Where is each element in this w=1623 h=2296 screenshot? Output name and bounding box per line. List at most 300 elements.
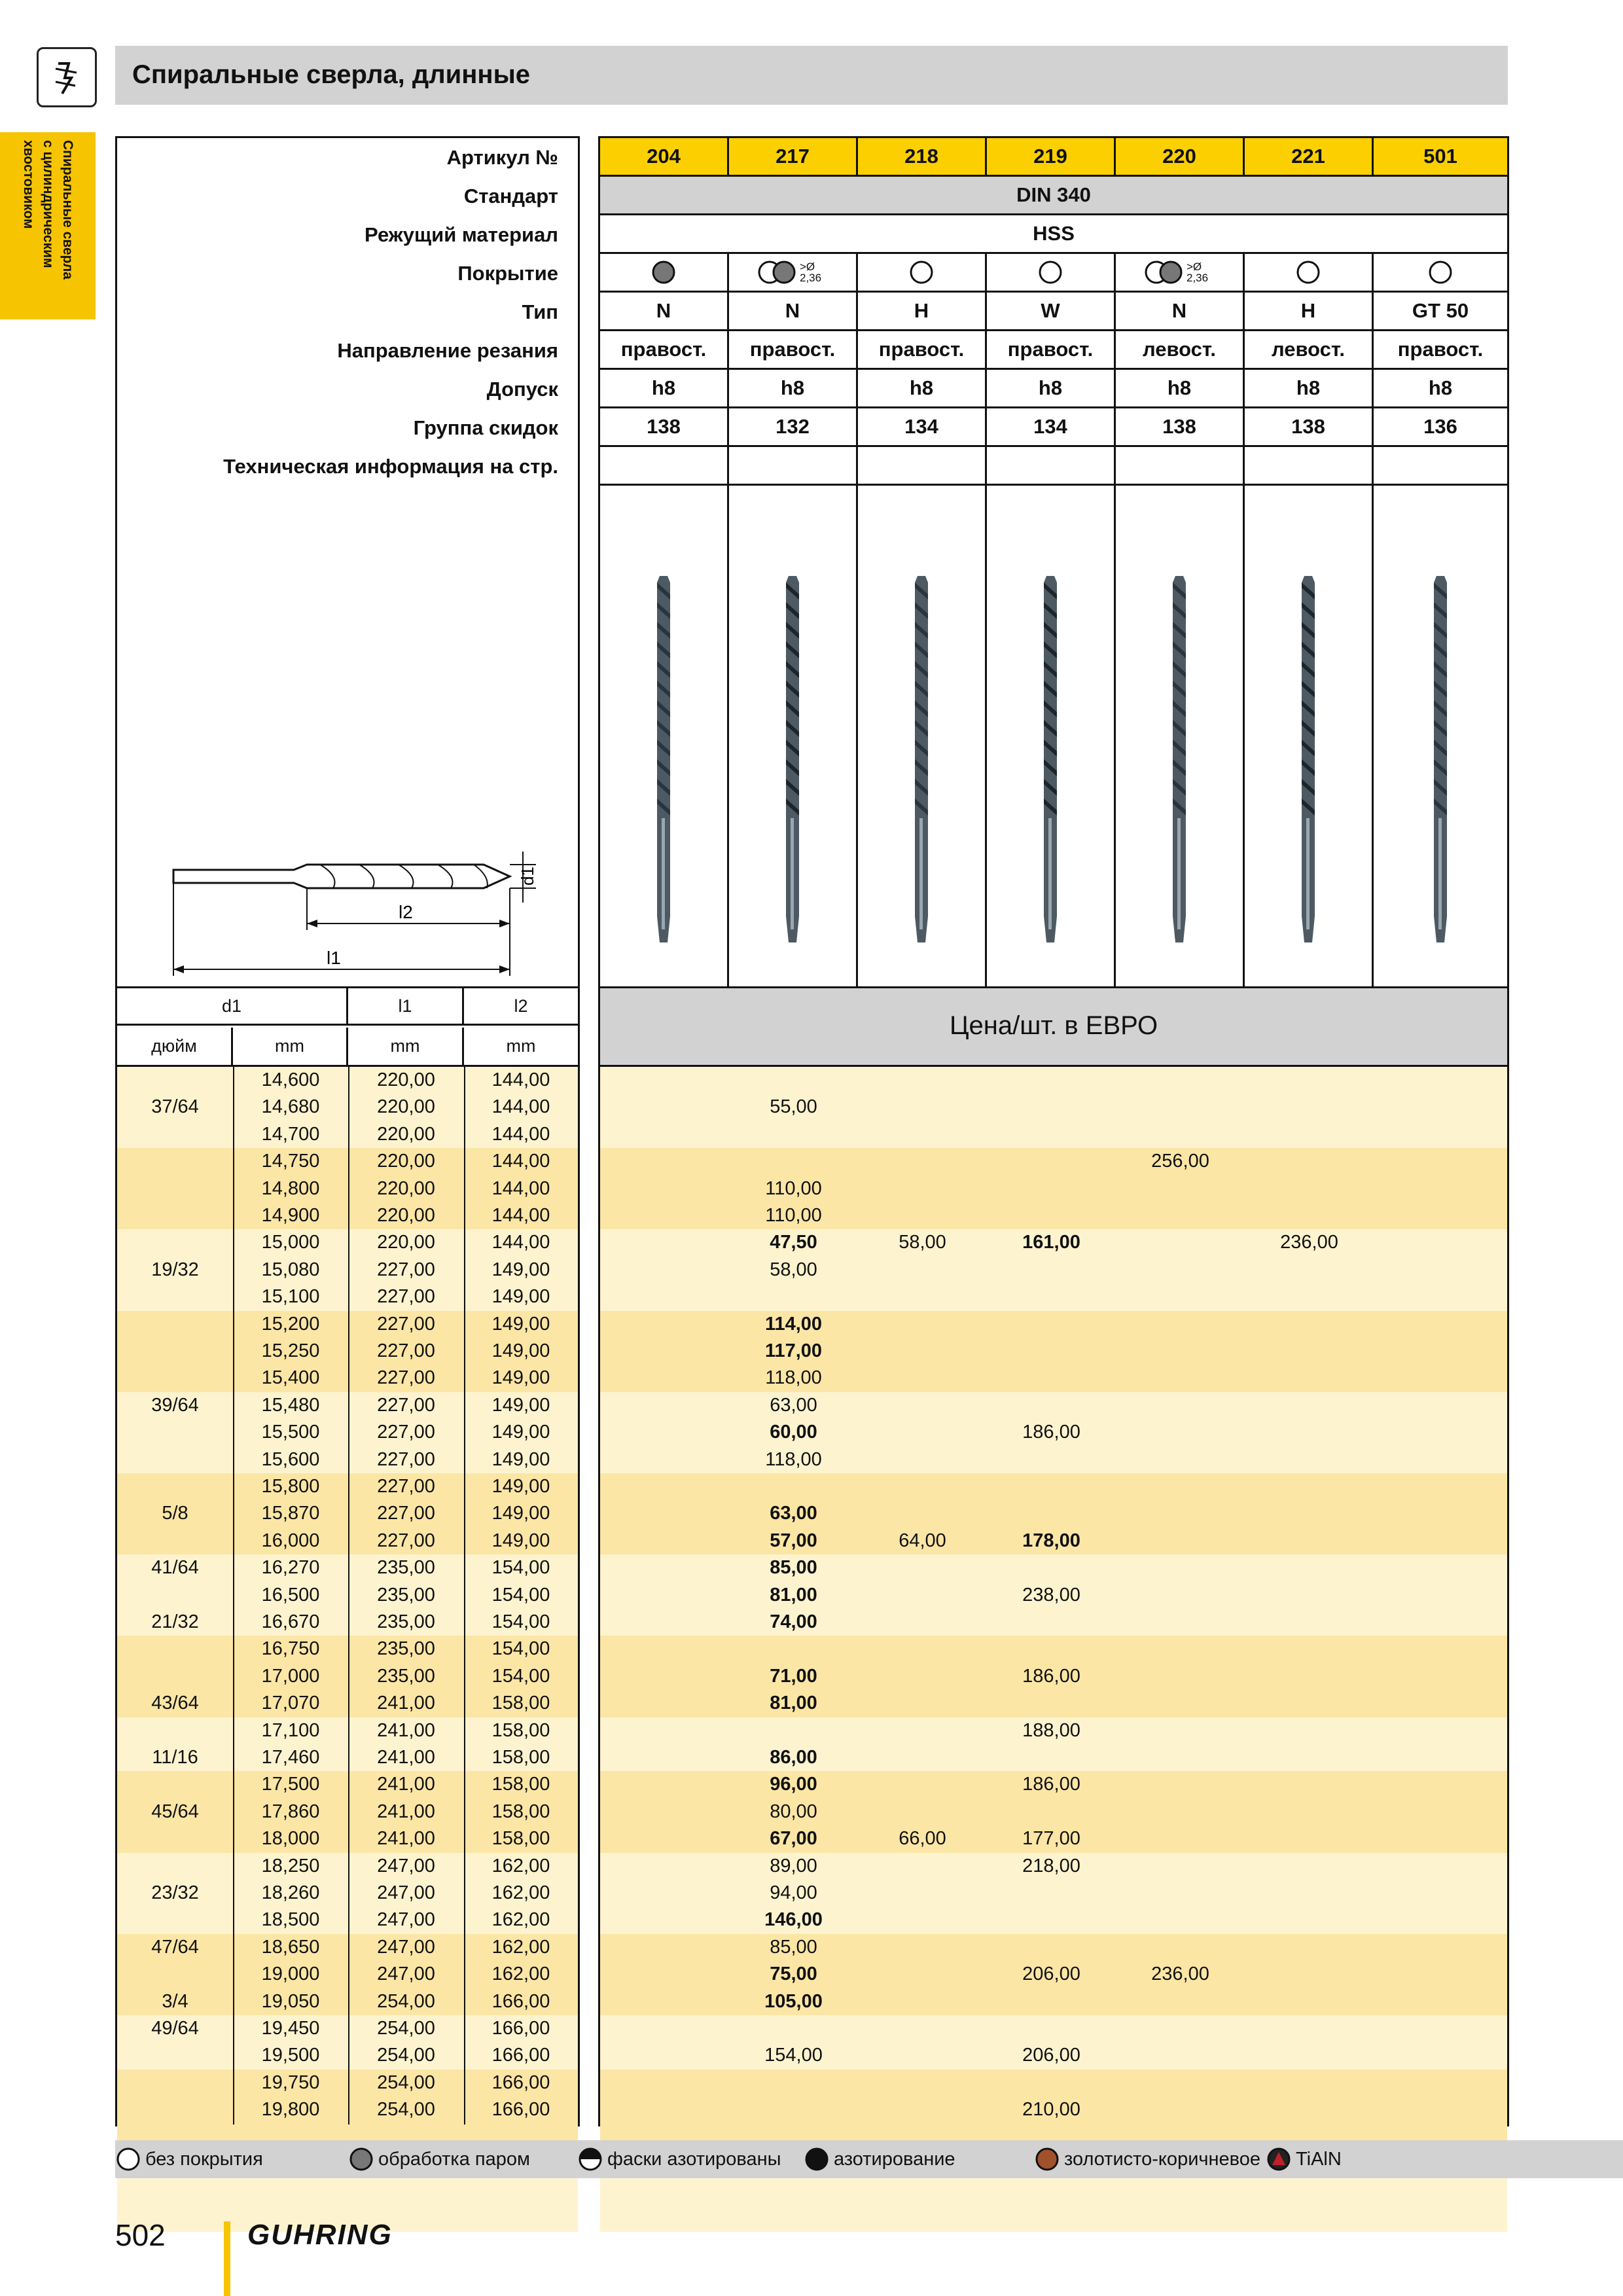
price-cell: 236,00 <box>1280 1232 1338 1253</box>
l2-cell: 166,00 <box>491 1990 550 2012</box>
subheader-mm: mm <box>348 1028 464 1065</box>
no-coating-icon <box>1427 259 1454 285</box>
diameter-cell: 15,870 <box>261 1503 320 1524</box>
tolerance-cell: h8 <box>987 370 1116 408</box>
price-subheader <box>598 988 1509 1067</box>
article-number-cell: 501 <box>1374 138 1507 177</box>
subheader-l2: l2 <box>464 988 578 1026</box>
price-cell: 256,00 <box>1151 1151 1209 1172</box>
coating-cell <box>1245 254 1374 293</box>
l1-cell: 227,00 <box>377 1259 435 1280</box>
diameter-cell: 19,750 <box>261 2072 320 2093</box>
l1-cell: 241,00 <box>377 1693 435 1714</box>
price-cell: 75,00 <box>770 1964 817 1985</box>
l1-cell: 220,00 <box>377 1069 435 1090</box>
legend-label: обработка паром <box>378 2148 530 2170</box>
l1-cell: 254,00 <box>377 2099 435 2121</box>
direction-cell: левост. <box>1116 331 1245 370</box>
diameter-cell: 16,000 <box>261 1530 320 1551</box>
l2-cell: 166,00 <box>491 2018 550 2039</box>
coating-note: >Ø 2,36 <box>800 260 822 284</box>
coating-cell <box>600 254 729 293</box>
coating-partial-icon <box>1143 259 1215 285</box>
l1-cell: 227,00 <box>377 1367 435 1389</box>
steam-coating-icon <box>651 259 677 285</box>
diameter-cell: 15,200 <box>261 1313 320 1335</box>
diameter-cell: 15,080 <box>261 1259 320 1280</box>
drill-dimension-diagram <box>169 845 562 982</box>
legend-item <box>115 2140 263 2178</box>
price-cell: 63,00 <box>770 1503 817 1524</box>
l2-cell: 144,00 <box>491 1123 550 1145</box>
tolerance-cell: h8 <box>729 370 858 408</box>
diameter-cell: 16,500 <box>261 1584 320 1605</box>
diameter-cell: 14,680 <box>261 1096 320 1118</box>
tolerance-cell: h8 <box>858 370 987 408</box>
l1-cell: 227,00 <box>377 1394 435 1416</box>
subheader-inch: дюйм <box>117 1028 233 1065</box>
l2-cell: 158,00 <box>491 1747 550 1768</box>
direction-cell: правост. <box>858 331 987 370</box>
diameter-cell: 18,650 <box>261 1936 320 1958</box>
l1-cell: 220,00 <box>377 1123 435 1145</box>
l1-cell: 241,00 <box>377 1828 435 1850</box>
l1-cell: 254,00 <box>377 2018 435 2039</box>
discount-group-cell: 138 <box>600 408 729 447</box>
drill-bit-icon <box>1166 576 1192 942</box>
diameter-cell: 19,800 <box>261 2099 320 2121</box>
dimension-subheader <box>115 988 580 1067</box>
discount-group-cell: 136 <box>1374 408 1507 447</box>
dimension-table <box>115 1067 580 2126</box>
price-cell: 55,00 <box>770 1096 817 1118</box>
l2-cell: 158,00 <box>491 1801 550 1822</box>
no-coating-icon <box>1295 259 1321 285</box>
l1-cell: 227,00 <box>377 1422 435 1443</box>
diameter-cell: 15,600 <box>261 1448 320 1470</box>
tolerance-cell: h8 <box>1374 370 1507 408</box>
tech-info-cell <box>858 447 987 486</box>
discount-group-cell: 138 <box>1116 408 1245 447</box>
diameter-cell: 19,450 <box>261 2018 320 2039</box>
diameter-cell: 15,500 <box>261 1422 320 1443</box>
tech-info-cell <box>1116 447 1245 486</box>
label-tech-info: Техническая информация на стр. <box>223 455 558 478</box>
coating-cell <box>729 254 858 293</box>
label-discount: Группа скидок <box>413 416 558 439</box>
legend-label: TiAlN <box>1296 2148 1342 2170</box>
l1-cell: 241,00 <box>377 1719 435 1741</box>
l1-cell: 247,00 <box>377 1855 435 1876</box>
l1-cell: 247,00 <box>377 1936 435 1958</box>
l2-cell: 149,00 <box>491 1340 550 1361</box>
l2-cell: 144,00 <box>491 1151 550 1172</box>
article-number-cell: 221 <box>1245 138 1374 177</box>
price-cell: 64,00 <box>899 1530 946 1551</box>
side-tab-line: с цилиндрическим <box>41 140 56 268</box>
l2-cell: 144,00 <box>491 1096 550 1118</box>
l1-cell: 235,00 <box>377 1584 435 1605</box>
diameter-cell: 17,500 <box>261 1774 320 1795</box>
label-direction: Направление резания <box>337 339 558 362</box>
discount-group-cell: 138 <box>1245 408 1374 447</box>
l2-cell: 149,00 <box>491 1313 550 1335</box>
l1-cell: 241,00 <box>377 1747 435 1768</box>
drill-bit-icon <box>1037 576 1063 942</box>
legend-label: фаски азотированы <box>607 2148 781 2170</box>
l2-cell: 162,00 <box>491 1964 550 1985</box>
price-table <box>598 1067 1509 2126</box>
l2-cell: 158,00 <box>491 1828 550 1850</box>
inch-cell: 3/4 <box>162 1990 188 2012</box>
price-cell: 80,00 <box>770 1801 817 1822</box>
price-cell: 110,00 <box>765 1177 822 1199</box>
l2-cell: 158,00 <box>491 1693 550 1714</box>
price-cell: 86,00 <box>770 1747 817 1768</box>
inch-cell: 37/64 <box>151 1096 199 1118</box>
l2-cell: 162,00 <box>491 1855 550 1876</box>
l2-cell: 149,00 <box>491 1422 550 1443</box>
type-cell: N <box>600 293 729 331</box>
l1-cell: 235,00 <box>377 1638 435 1660</box>
tolerance-cell: h8 <box>1116 370 1245 408</box>
l1-cell: 227,00 <box>377 1503 435 1524</box>
price-cell: 117,00 <box>764 1340 823 1361</box>
direction-cell: левост. <box>1245 331 1374 370</box>
article-number-cell: 218 <box>858 138 987 177</box>
diameter-cell: 14,750 <box>261 1151 320 1172</box>
direction-cell: правост. <box>1374 331 1507 370</box>
diameter-cell: 17,460 <box>261 1747 320 1768</box>
label-standard: Стандарт <box>463 185 558 207</box>
diameter-cell: 19,050 <box>261 1990 320 2012</box>
price-cell: 96,00 <box>770 1774 817 1795</box>
l1-cell: 220,00 <box>377 1151 435 1172</box>
drill-image-cell <box>858 486 987 986</box>
l1-cell: 227,00 <box>377 1476 435 1497</box>
inch-cell: 49/64 <box>151 2018 199 2039</box>
diameter-cell: 15,250 <box>261 1340 320 1361</box>
diameter-cell: 16,750 <box>261 1638 320 1660</box>
price-header: Цена/шт. в ЕВРО <box>949 1011 1158 1040</box>
price-cell: 206,00 <box>1022 2045 1080 2066</box>
side-tab-text <box>18 140 77 312</box>
price-cell: 236,00 <box>1151 1964 1209 1985</box>
price-cell: 186,00 <box>1022 1665 1080 1687</box>
page-number: 502 <box>115 2218 166 2252</box>
article-number-cell: 204 <box>600 138 729 177</box>
l2-cell: 144,00 <box>491 1205 550 1226</box>
diameter-cell: 17,100 <box>261 1719 320 1741</box>
price-cell: 57,00 <box>770 1530 817 1551</box>
price-cell: 67,00 <box>770 1828 817 1850</box>
diameter-cell: 16,270 <box>261 1557 320 1579</box>
l1-cell: 227,00 <box>377 1448 435 1470</box>
l2-cell: 149,00 <box>491 1448 550 1470</box>
label-material: Режущий материал <box>365 223 558 246</box>
tech-info-cell <box>1374 447 1507 486</box>
l1-cell: 220,00 <box>377 1177 435 1199</box>
l1-cell: 235,00 <box>377 1611 435 1632</box>
direction-cell: правост. <box>729 331 858 370</box>
article-number-cell: 220 <box>1116 138 1245 177</box>
price-cell: 218,00 <box>1022 1855 1080 1876</box>
inch-cell: 5/8 <box>162 1503 188 1524</box>
l2-cell: 154,00 <box>491 1557 550 1579</box>
l2-cell: 166,00 <box>491 2045 550 2066</box>
direction-cell: правост. <box>600 331 729 370</box>
drill-image-cell <box>729 486 858 986</box>
inch-cell: 43/64 <box>151 1693 199 1714</box>
diagram-label-l2: l2 <box>399 902 413 922</box>
nitrided-coating-icon <box>804 2146 830 2172</box>
l2-cell: 149,00 <box>491 1503 550 1524</box>
price-cell: 66,00 <box>899 1828 946 1850</box>
drill-image-cell <box>987 486 1116 986</box>
price-cell: 94,00 <box>770 1882 817 1903</box>
drill-image-cell <box>600 486 729 986</box>
article-spec-grid <box>598 136 1509 988</box>
legend-item <box>1034 2140 1260 2178</box>
diameter-cell: 15,400 <box>261 1367 320 1389</box>
price-cell: 210,00 <box>1022 2099 1080 2121</box>
l2-cell: 162,00 <box>491 1909 550 1931</box>
diagram-label-d1: d1 <box>518 867 537 886</box>
gold-brown-coating-icon <box>1034 2146 1060 2172</box>
discount-group-cell: 132 <box>729 408 858 447</box>
legend-item <box>348 2140 530 2178</box>
l2-cell: 166,00 <box>491 2072 550 2093</box>
drill-bit-icon <box>1295 576 1321 942</box>
l2-cell: 162,00 <box>491 1936 550 1958</box>
coating-cell <box>987 254 1116 293</box>
coating-legend <box>115 2140 1623 2178</box>
title-bar <box>115 46 1508 105</box>
tech-info-cell <box>1245 447 1374 486</box>
legend-label: золотисто-коричневое <box>1064 2148 1260 2170</box>
price-cell: 89,00 <box>770 1855 817 1876</box>
inch-cell: 19/32 <box>151 1259 199 1280</box>
inch-cell: 45/64 <box>151 1801 199 1822</box>
legend-item <box>804 2140 955 2178</box>
l1-cell: 220,00 <box>377 1232 435 1253</box>
l2-cell: 166,00 <box>491 2099 550 2121</box>
diameter-cell: 14,700 <box>261 1123 320 1145</box>
label-type: Тип <box>522 300 558 323</box>
drill-bit-icon <box>908 576 935 942</box>
price-cell: 58,00 <box>770 1259 817 1280</box>
side-tab-line: хвостовиком <box>21 140 36 229</box>
drill-bit-icon <box>779 576 806 942</box>
price-cell: 71,00 <box>770 1665 817 1687</box>
drill-bit-icon <box>651 576 677 942</box>
legend-label: без покрытия <box>145 2148 263 2170</box>
inch-cell: 23/32 <box>151 1882 199 1903</box>
l2-cell: 154,00 <box>491 1638 550 1660</box>
diameter-cell: 17,860 <box>261 1801 320 1822</box>
diagram-label-l1: l1 <box>327 948 341 968</box>
l1-cell: 227,00 <box>377 1286 435 1308</box>
price-cell: 118,00 <box>765 1448 822 1470</box>
spec-labels-panel <box>115 136 580 988</box>
subheader-mm: mm <box>233 1028 348 1065</box>
type-cell: H <box>858 293 987 331</box>
tolerance-cell: h8 <box>600 370 729 408</box>
type-cell: GT 50 <box>1374 293 1507 331</box>
material-row: HSS <box>600 215 1507 254</box>
brand-logo: GUHRING <box>247 2219 393 2251</box>
l2-cell: 154,00 <box>491 1584 550 1605</box>
subheader-l1: l1 <box>348 988 464 1026</box>
type-cell: N <box>1116 293 1245 331</box>
price-cell: 74,00 <box>770 1611 817 1632</box>
price-cell: 154,00 <box>764 2045 823 2066</box>
price-cell: 81,00 <box>770 1693 817 1714</box>
nitrided-chamfer-coating-icon <box>577 2146 603 2172</box>
side-tab-line: Спиральные сверла <box>60 140 75 279</box>
diameter-cell: 14,600 <box>261 1069 320 1090</box>
page-title: Спиральные сверла, длинные <box>132 60 530 89</box>
price-cell: 188,00 <box>1022 1719 1080 1741</box>
l2-cell: 149,00 <box>491 1530 550 1551</box>
article-number-cell: 217 <box>729 138 858 177</box>
drill-image-cell <box>1116 486 1245 986</box>
drill-image-cell <box>1245 486 1374 986</box>
price-cell: 58,00 <box>899 1232 946 1253</box>
coating-cell <box>1116 254 1245 293</box>
inch-cell: 11/16 <box>152 1747 198 1768</box>
price-cell: 118,00 <box>765 1367 822 1389</box>
l1-cell: 247,00 <box>377 1964 435 1985</box>
label-coating: Покрытие <box>457 262 558 285</box>
l1-cell: 254,00 <box>377 2072 435 2093</box>
no-coating-icon <box>908 259 935 285</box>
diameter-cell: 19,000 <box>261 1964 320 1985</box>
inch-cell: 39/64 <box>151 1394 199 1416</box>
coating-note: >Ø 2,36 <box>1186 260 1209 284</box>
inch-cell: 41/64 <box>151 1557 199 1579</box>
price-cell: 146,00 <box>764 1909 823 1931</box>
none-coating-icon <box>115 2146 141 2172</box>
l1-cell: 220,00 <box>377 1205 435 1226</box>
steam-coating-icon <box>1158 259 1184 285</box>
legend-item <box>1266 2140 1342 2178</box>
legend-item <box>577 2140 781 2178</box>
l2-cell: 149,00 <box>491 1476 550 1497</box>
tech-info-cell <box>729 447 858 486</box>
l2-cell: 149,00 <box>491 1367 550 1389</box>
discount-group-cell: 134 <box>858 408 987 447</box>
diameter-cell: 18,000 <box>261 1828 320 1850</box>
type-cell: H <box>1245 293 1374 331</box>
l1-cell: 227,00 <box>377 1340 435 1361</box>
price-cell: 206,00 <box>1022 1964 1080 1985</box>
price-cell: 63,00 <box>770 1394 817 1416</box>
subheader-mm: mm <box>506 1036 536 1056</box>
price-cell: 81,00 <box>770 1584 817 1605</box>
article-number-cell: 219 <box>987 138 1116 177</box>
tolerance-cell: h8 <box>1245 370 1374 408</box>
l1-cell: 247,00 <box>377 1882 435 1903</box>
l1-cell: 227,00 <box>377 1530 435 1551</box>
side-tab <box>0 132 96 319</box>
coating-partial-icon <box>757 259 829 285</box>
diameter-cell: 15,100 <box>261 1286 320 1308</box>
l2-cell: 154,00 <box>491 1611 550 1632</box>
l1-cell: 235,00 <box>377 1665 435 1687</box>
l1-cell: 235,00 <box>377 1557 435 1579</box>
l2-cell: 149,00 <box>491 1394 550 1416</box>
l2-cell: 144,00 <box>491 1232 550 1253</box>
l2-cell: 144,00 <box>491 1069 550 1090</box>
diameter-cell: 14,900 <box>261 1205 320 1226</box>
chapter-logo <box>37 47 97 107</box>
diameter-cell: 16,670 <box>261 1611 320 1632</box>
tech-info-cell <box>987 447 1116 486</box>
diameter-cell: 17,000 <box>261 1665 320 1687</box>
diameter-cell: 15,800 <box>261 1476 320 1497</box>
legend-label: азотирование <box>834 2148 955 2170</box>
type-cell: N <box>729 293 858 331</box>
price-cell: 114,00 <box>764 1313 823 1335</box>
diameter-cell: 14,800 <box>261 1177 320 1199</box>
no-coating-icon <box>1037 259 1063 285</box>
drill-bit-icon <box>1427 576 1454 942</box>
diameter-cell: 15,480 <box>261 1394 320 1416</box>
steam-coating-icon <box>771 259 797 285</box>
price-cell: 177,00 <box>1022 1828 1080 1850</box>
price-cell: 85,00 <box>770 1557 817 1579</box>
label-article: Артикул № <box>446 146 558 169</box>
price-cell: 238,00 <box>1022 1584 1080 1605</box>
l1-cell: 254,00 <box>377 1990 435 2012</box>
drill-bit-icon <box>39 49 95 105</box>
inch-cell: 47/64 <box>151 1936 199 1958</box>
price-cell: 85,00 <box>770 1936 817 1958</box>
l1-cell: 241,00 <box>377 1774 435 1795</box>
tech-info-cell <box>600 447 729 486</box>
price-cell: 60,00 <box>770 1422 817 1443</box>
l2-cell: 149,00 <box>491 1286 550 1308</box>
price-cell: 105,00 <box>764 1990 823 2012</box>
type-cell: W <box>987 293 1116 331</box>
l1-cell: 241,00 <box>377 1801 435 1822</box>
price-cell: 161,00 <box>1022 1232 1080 1253</box>
coating-cell <box>858 254 987 293</box>
direction-cell: правост. <box>987 331 1116 370</box>
diameter-cell: 18,260 <box>261 1882 320 1903</box>
l1-cell: 254,00 <box>377 2045 435 2066</box>
price-cell: 186,00 <box>1022 1774 1080 1795</box>
steam-coating-icon <box>348 2146 374 2172</box>
l2-cell: 158,00 <box>491 1774 550 1795</box>
diameter-cell: 18,250 <box>261 1855 320 1876</box>
price-cell: 110,00 <box>765 1205 822 1226</box>
l1-cell: 220,00 <box>377 1096 435 1118</box>
diameter-cell: 15,000 <box>261 1232 320 1253</box>
price-cell: 47,50 <box>770 1232 817 1253</box>
diameter-cell: 19,500 <box>261 2045 320 2066</box>
standard-row: DIN 340 <box>600 177 1507 215</box>
l2-cell: 158,00 <box>491 1719 550 1741</box>
label-tolerance: Допуск <box>486 378 558 401</box>
price-cell: 186,00 <box>1022 1422 1080 1443</box>
discount-group-cell: 134 <box>987 408 1116 447</box>
l2-cell: 149,00 <box>491 1259 550 1280</box>
diameter-cell: 17,070 <box>261 1693 320 1714</box>
l2-cell: 154,00 <box>491 1665 550 1687</box>
price-cell: 178,00 <box>1022 1530 1080 1551</box>
